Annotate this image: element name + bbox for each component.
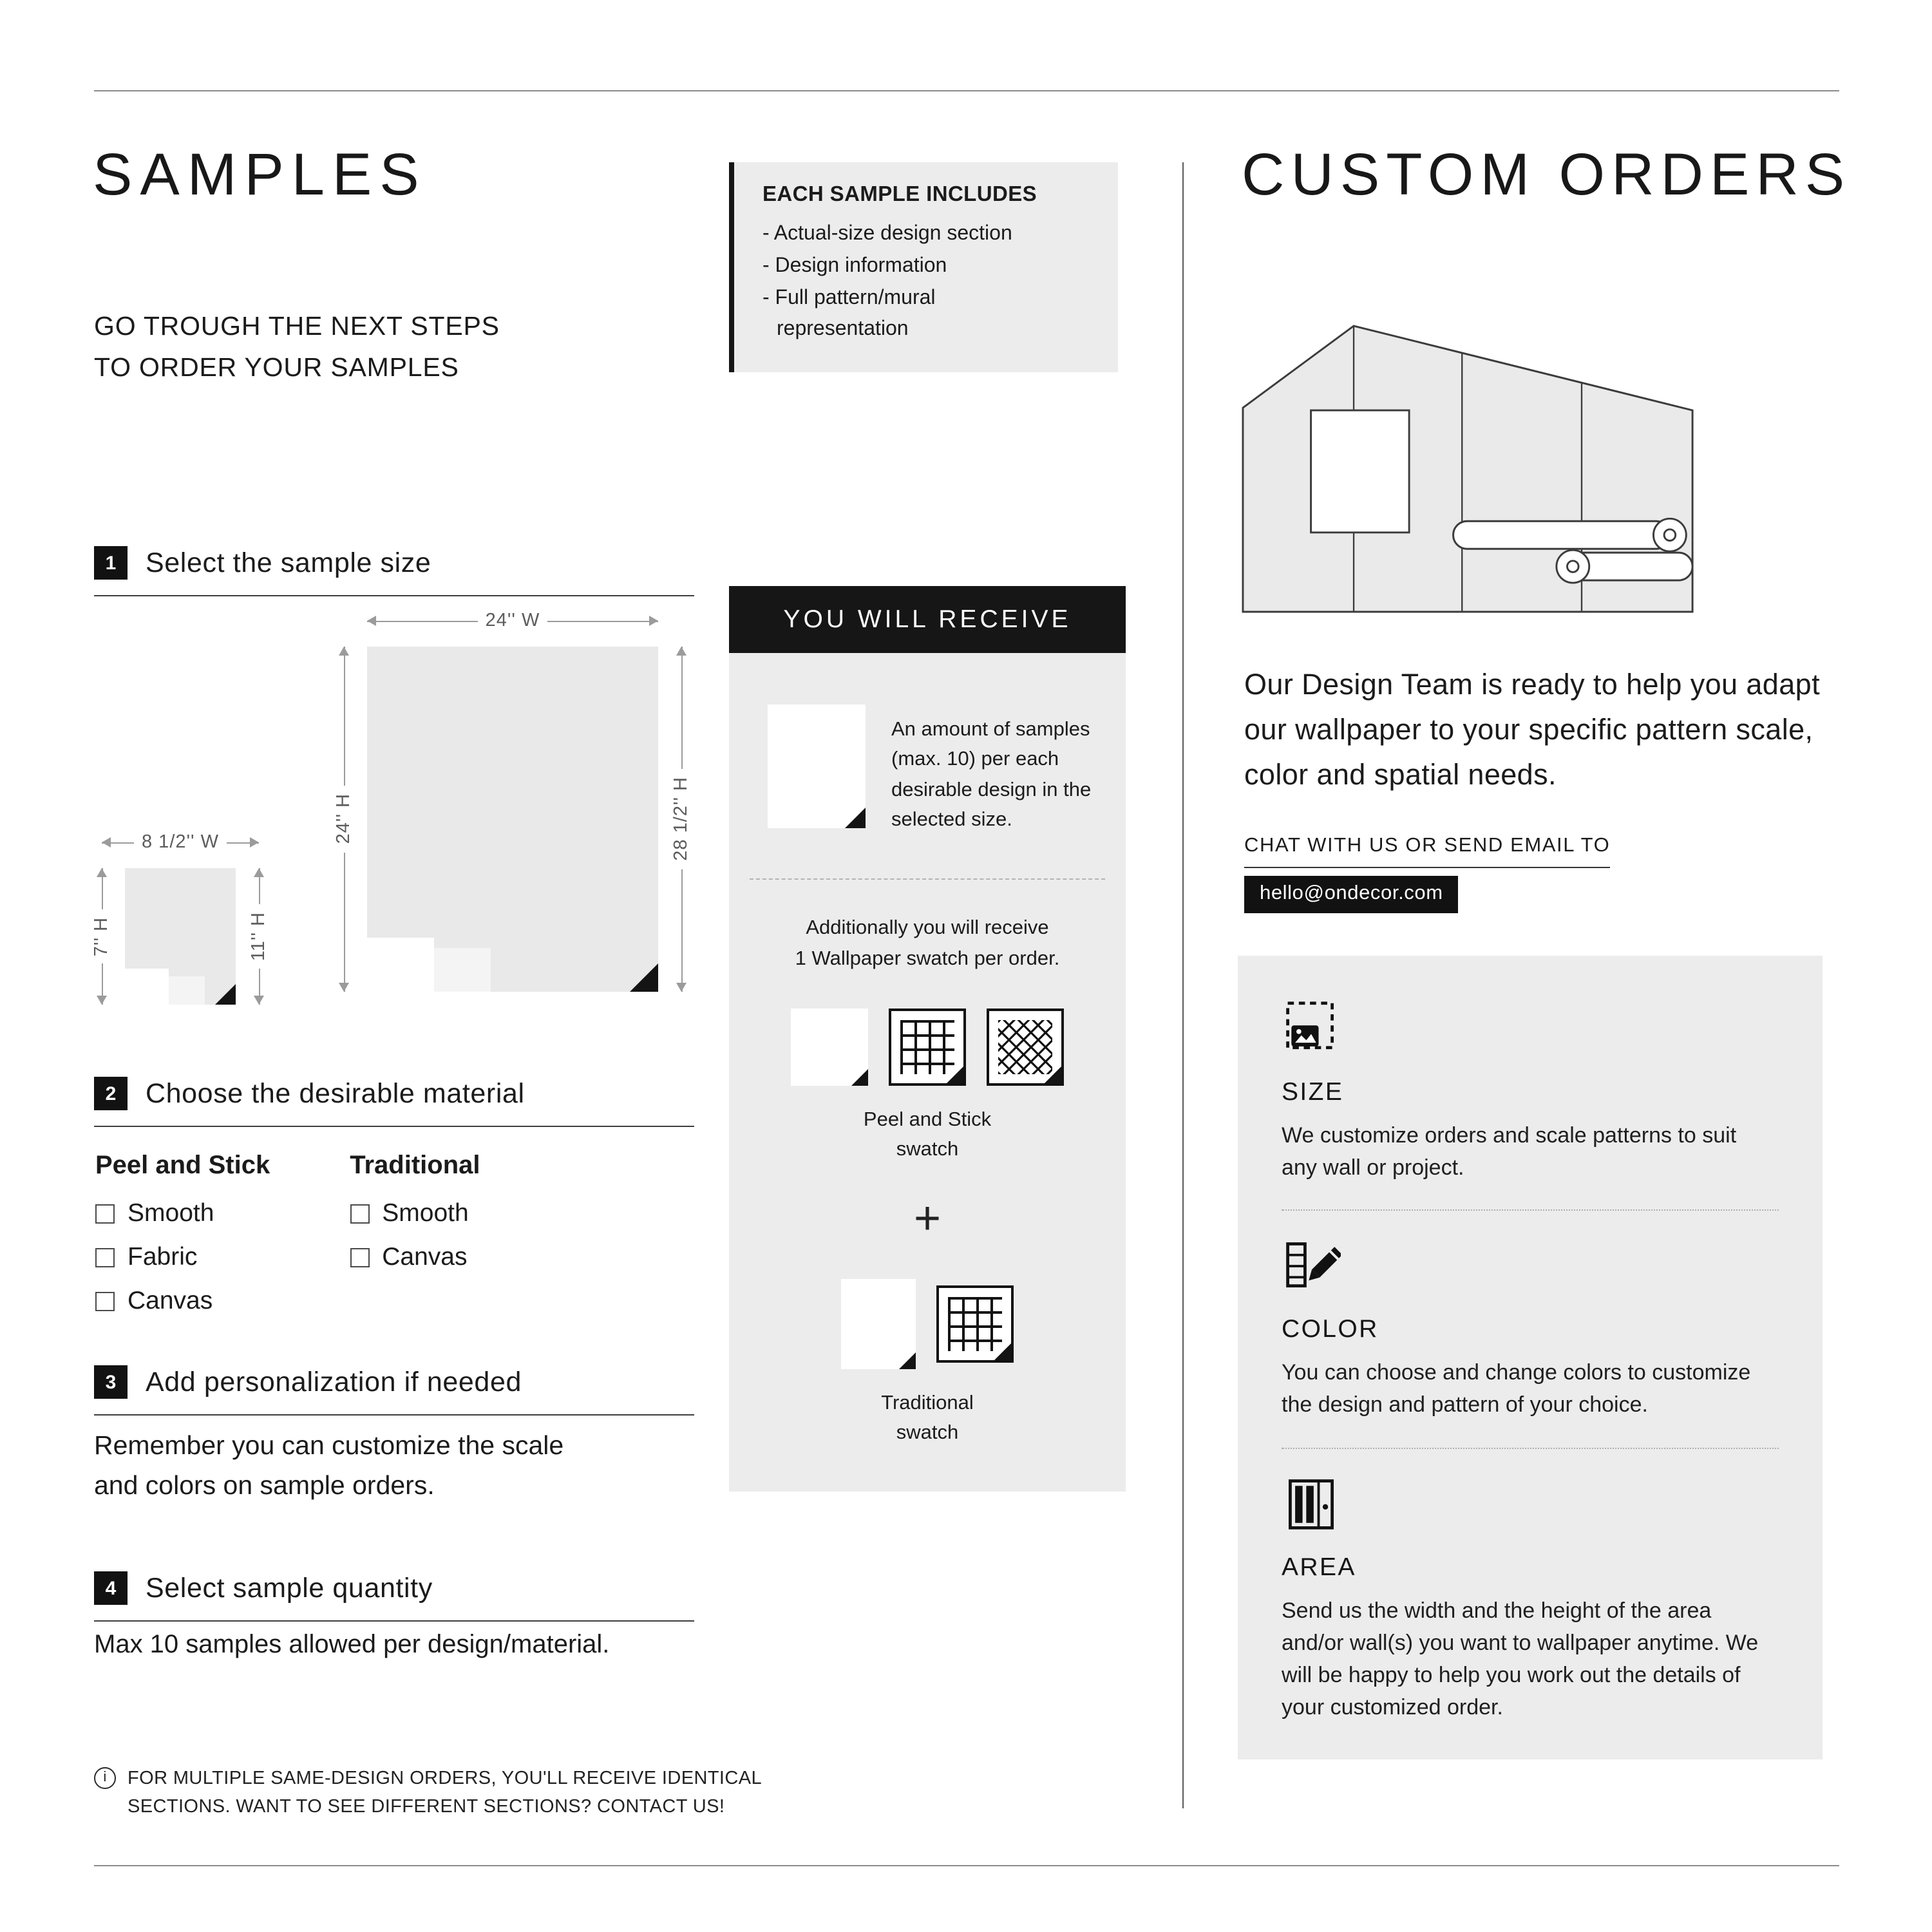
feature-color-text: You can choose and change colors to customize the design and pattern of your choice. [1282,1360,1751,1417]
material-option-row [350,1243,480,1273]
samples-title: SAMPLES [93,140,427,207]
small-width-dimension [102,832,259,853]
dimension-arrow [547,620,658,621]
small-height-left-dimension [91,868,112,1005]
footnote-line1: FOR MULTIPLE SAME-DESIGN ORDERS, YOU'LL RECEIVE IDENTICAL [128,1768,762,1789]
peel-caption-line1: Peel and Stick [863,1109,992,1132]
peel-and-stick-column [95,1151,270,1331]
large-width-dimension [367,611,658,631]
material-option-row [95,1199,270,1229]
dotted-separator [1282,1447,1779,1448]
step-4-number: 4 [94,1571,128,1605]
custom-intro-text: Our Design Team is ready to help you adapt our wallpaper to your specific pattern scale, color and spatial needs. [1244,668,1820,791]
plain-swatch-icon [791,1009,868,1086]
feature-size [1282,999,1779,1184]
small-height-left-label: 7'' H [91,916,112,956]
folded-corner-icon [1045,1066,1061,1083]
feature-area-text: Send us the width and the height of the area and/or wall(s) you want to wallpaper anytime. We will be happy to help you work out the details of your customized order. [1282,1598,1759,1720]
footnote-text [128,1765,762,1823]
you-will-receive-panel [729,586,1126,1492]
info-icon: i [94,1767,116,1789]
dimension-arrow [102,842,134,843]
feature-color [1282,1237,1779,1422]
dimension-arrow [258,868,260,904]
step-1-header [94,546,694,596]
dashed-separator [750,878,1105,880]
receive-additional-line2: 1 Wallpaper swatch per order. [795,948,1060,971]
samples-intro [94,307,500,388]
small-width-label: 8 1/2'' W [142,832,220,853]
traditional-column [350,1151,480,1331]
step-3-number: 3 [94,1365,128,1399]
receive-sample-row [729,653,1126,845]
material-option-row [350,1199,480,1229]
sample-includes-box [729,162,1118,372]
small-height-right-label: 11'' H [249,911,269,961]
step-4-text: Max 10 samples allowed per design/material. [94,1631,610,1659]
plus-icon: + [913,1191,942,1244]
contact-label: CHAT WITH US OR SEND EMAIL TO [1244,835,1610,868]
step-3-header [94,1365,694,1416]
folded-corner-icon [630,963,658,992]
includes-item: - Design information [762,254,947,277]
top-rule [94,90,1839,91]
dimension-arrow [227,842,259,843]
folded-corner-icon [899,1352,916,1368]
dotted-separator [1282,1210,1779,1211]
step-3-label: Add personalization if needed [146,1366,522,1397]
receive-additional-line1: Additionally you will receive [806,917,1049,939]
option-label: Smooth [128,1199,214,1227]
option-label: Fabric [128,1243,198,1271]
dimension-arrow [367,620,478,621]
folded-corner-icon [994,1343,1011,1359]
feature-color-title: COLOR [1282,1315,1379,1344]
dimension-arrow [681,647,682,770]
traditional-title: Traditional [350,1151,480,1180]
sample-size-diagram [91,603,694,1054]
peel-caption-line2: swatch [896,1139,959,1161]
custom-features-panel [1238,956,1823,1760]
plain-swatch-icon [841,1278,916,1368]
feature-size-text: We customize orders and scale patterns to suit any wall or project. [1282,1123,1737,1180]
small-sample-rectangle [125,868,236,1005]
traditional-caption-line2: swatch [896,1421,959,1444]
footnote-line2: SECTIONS. WANT TO SEE DIFFERENT SECTIONS? CONTACT US! [128,1797,725,1818]
traditional-swatch-row [729,1278,1126,1368]
step-4-header [94,1571,694,1622]
house-wall-icon [1242,322,1695,620]
color-icon [1282,1237,1779,1299]
sample-overlay-gray [169,976,205,1005]
grid-swatch-icon [936,1285,1014,1362]
feature-area [1282,1474,1779,1723]
samples-intro-line2: TO ORDER YOUR SAMPLES [94,352,459,383]
step-2-number: 2 [94,1077,128,1110]
sample-overlay-white [125,969,169,1005]
column-divider [1182,162,1184,1808]
material-options [95,1151,480,1331]
custom-orders-title: CUSTOM ORDERS [1242,140,1852,207]
samples-intro-line1: GO TROUGH THE NEXT STEPS [94,312,500,341]
large-height-right-dimension [671,647,692,992]
includes-title: EACH SAMPLE INCLUDES [762,183,1037,206]
dimension-arrow [681,869,682,992]
feature-size-title: SIZE [1282,1078,1344,1106]
checkbox-peel-fabric[interactable] [95,1248,115,1267]
peel-swatch-row [729,1009,1126,1086]
step-2-label: Choose the desirable material [146,1077,525,1108]
peel-and-stick-title: Peel and Stick [95,1151,270,1180]
sample-sheet-icon [768,705,866,828]
includes-item: representation [777,318,909,341]
folded-corner-icon [947,1066,963,1083]
checkbox-peel-smooth[interactable] [95,1204,115,1224]
step-2-header [94,1077,694,1127]
receive-header: YOU WILL RECEIVE [729,586,1126,653]
folded-corner-icon [215,984,236,1005]
traditional-caption-line1: Traditional [881,1392,974,1414]
option-label: Canvas [382,1243,468,1271]
large-width-label: 24'' W [485,611,540,631]
feature-area-title: AREA [1282,1553,1356,1582]
dimension-arrow [258,969,260,1005]
receive-sample-text: An amount of samples (max. 10) per each desirable design in the selected size. [891,719,1092,831]
step-1-label: Select the sample size [146,547,431,578]
material-option-row [95,1243,270,1273]
large-sample-rectangle [367,647,658,992]
crosshatch-swatch-icon [987,1009,1064,1086]
grid-swatch-icon [889,1009,966,1086]
step-1-number: 1 [94,546,128,580]
option-label: Smooth [382,1199,469,1227]
large-height-left-dimension [334,647,354,992]
checkbox-traditional-smooth[interactable] [350,1204,369,1224]
option-label: Canvas [128,1287,213,1315]
size-icon [1282,999,1779,1061]
checkbox-traditional-canvas[interactable] [350,1248,369,1267]
step-4-label: Select sample quantity [146,1572,433,1603]
area-icon [1282,1474,1779,1536]
traditional-swatch-caption [729,1388,1126,1448]
step-3-text: Remember you can customize the scale and colors on sample orders. [94,1431,564,1501]
bottom-rule [94,1865,1839,1866]
large-height-left-label: 24'' H [334,793,354,845]
wall-and-rolls-illustration [1242,322,1695,626]
sample-overlay-white [367,938,434,992]
dimension-arrow [343,852,345,992]
dimension-arrow [101,868,102,909]
large-height-right-label: 28 1/2'' H [671,777,692,862]
sample-overlay-gray [434,948,491,992]
footnote [94,1765,762,1823]
folded-corner-icon [845,808,866,828]
contact-email[interactable]: hello@ondecor.com [1244,876,1459,913]
small-height-right-dimension [249,868,269,1005]
dimension-arrow [101,964,102,1005]
dimension-arrow [343,647,345,786]
includes-item: - Full pattern/mural [762,287,936,309]
material-option-row [95,1287,270,1316]
folded-corner-icon [851,1069,868,1086]
peel-swatch-caption [729,1105,1126,1165]
checkbox-peel-canvas[interactable] [95,1292,115,1311]
includes-item: - Actual-size design section [762,223,1012,245]
receive-additional-text [729,913,1126,975]
